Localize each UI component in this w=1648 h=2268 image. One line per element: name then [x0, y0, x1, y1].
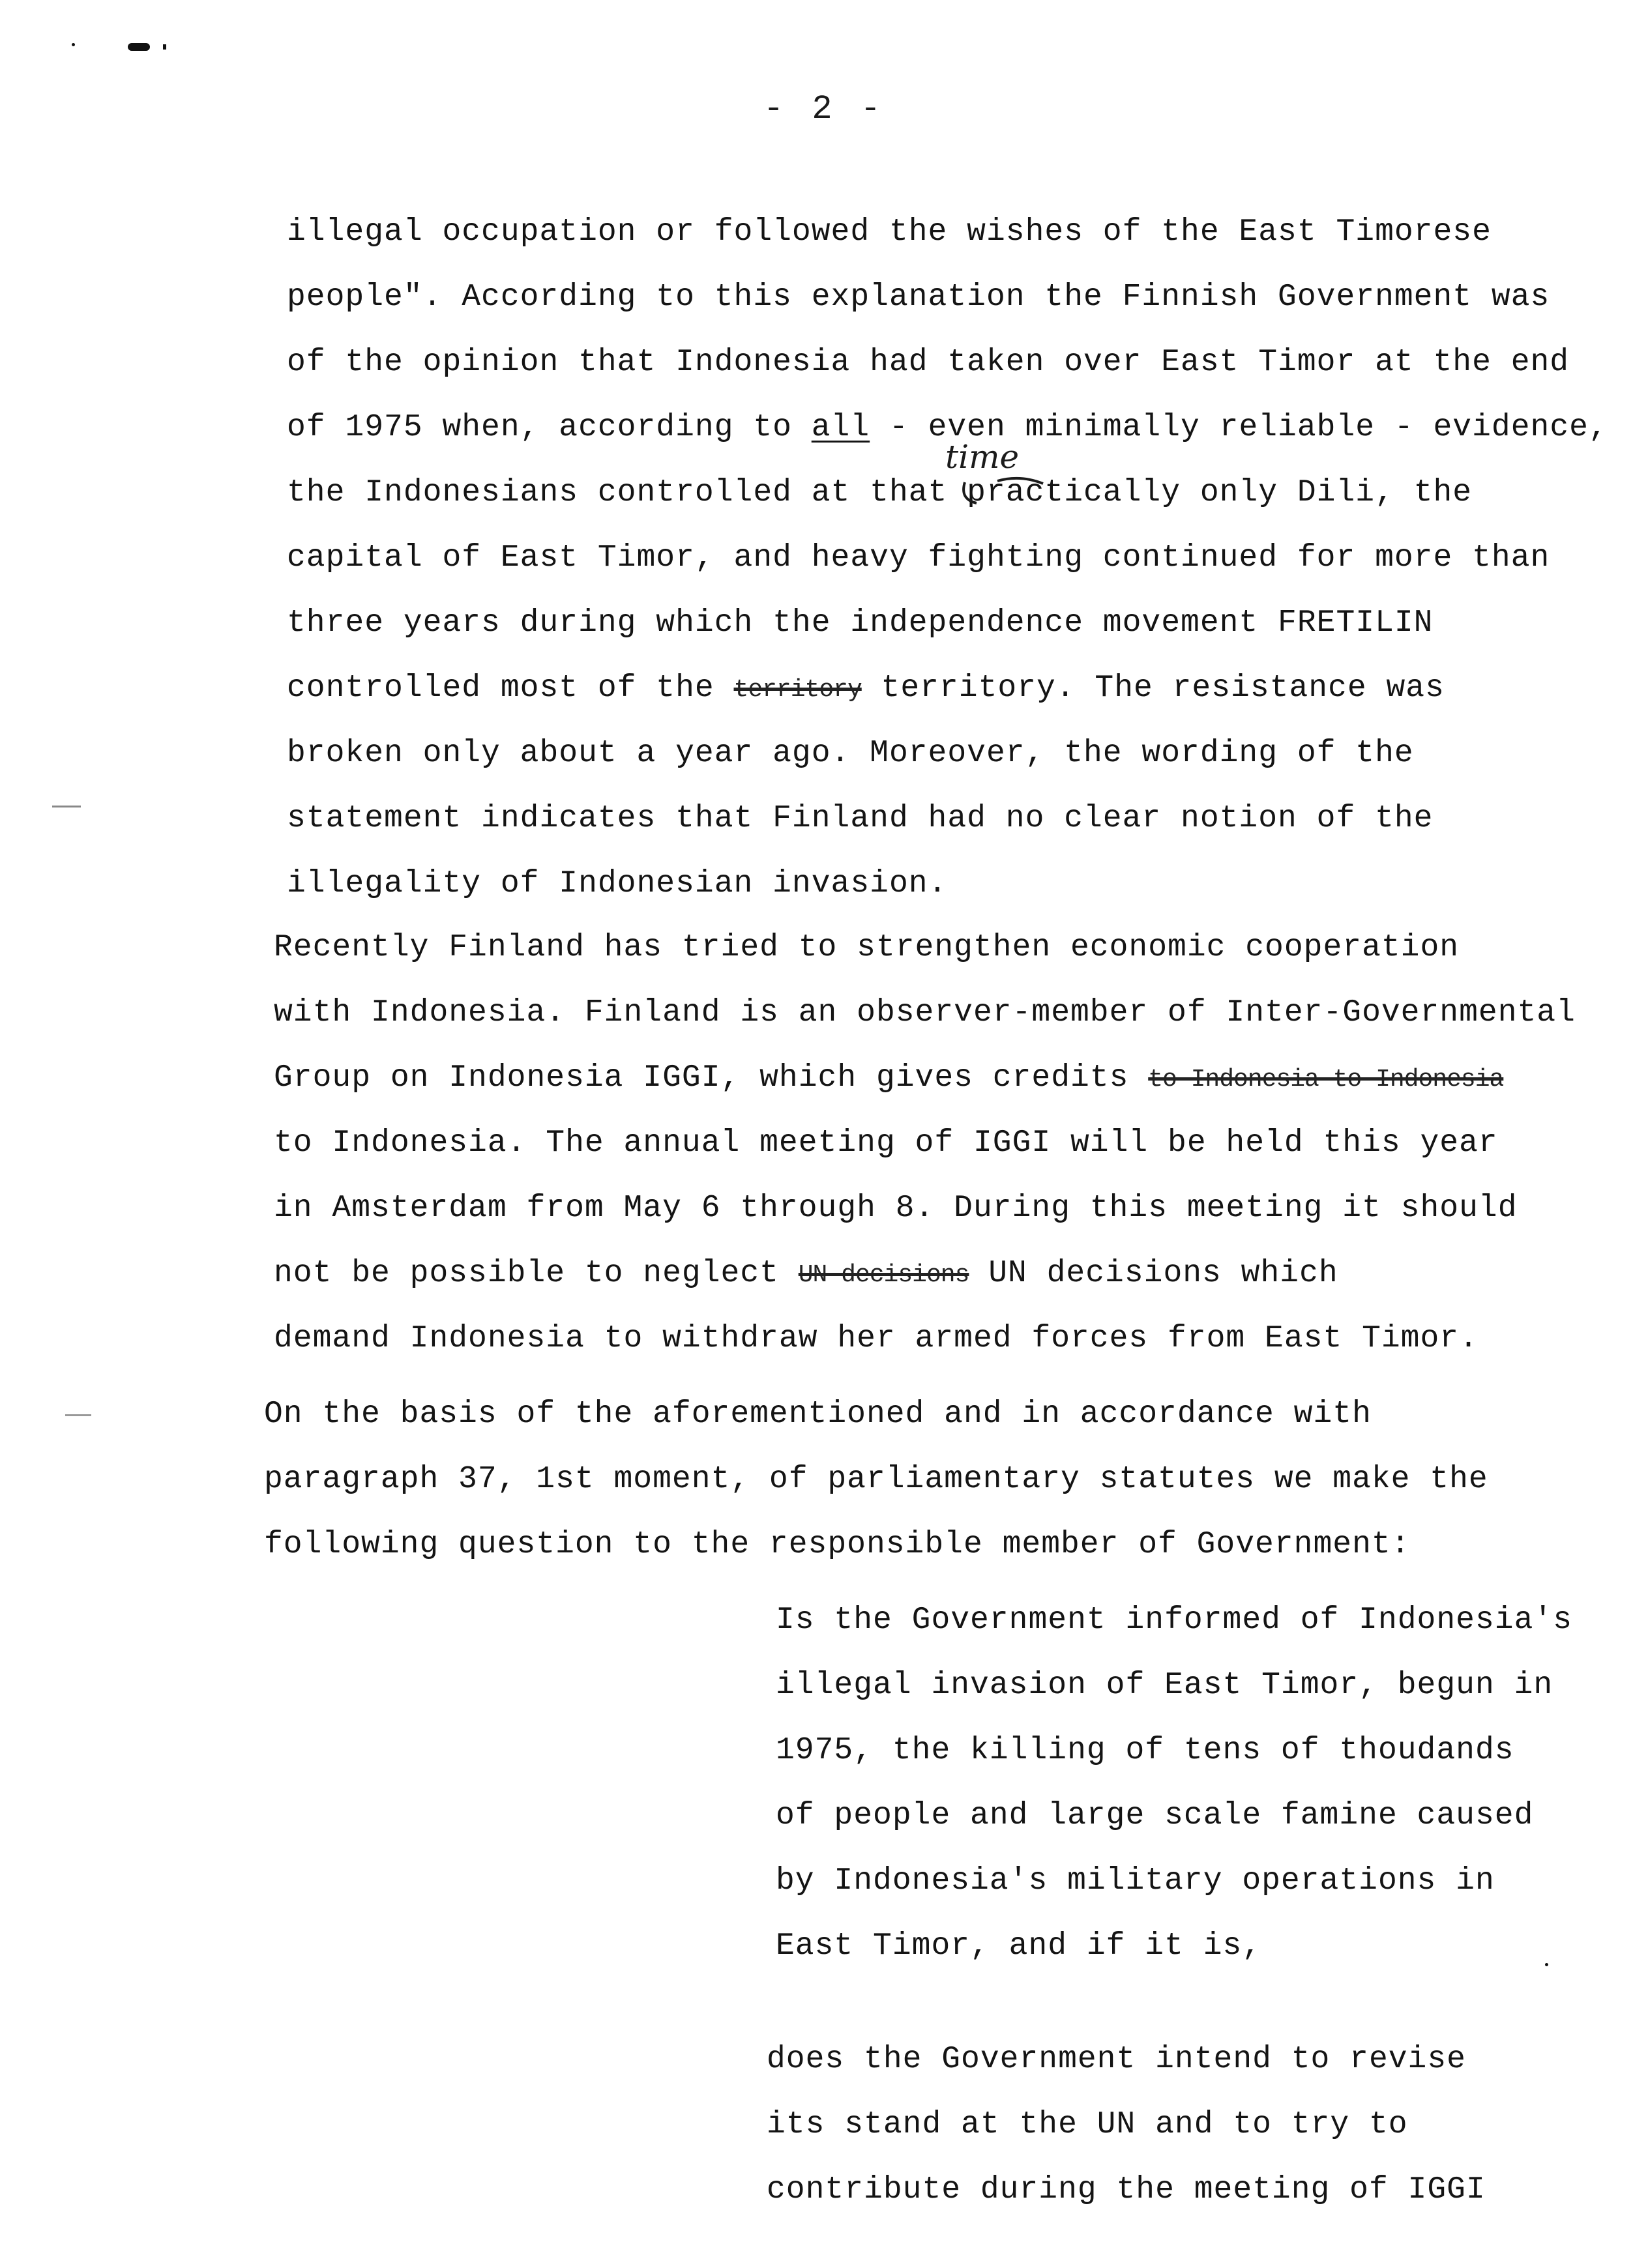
text-line: by Indonesia's military operations in [776, 1863, 1495, 1898]
struck-text: to Indonesia to Indonesia [1148, 1066, 1504, 1094]
text-line: not be possible to neglect UN decisions UN decisions which [274, 1241, 1576, 1306]
text-line: the Indonesians controlled at that practically only Dili, the [287, 475, 1473, 510]
text-line: Recently Finland has tried to strengthen economic cooperation [274, 930, 1460, 965]
underlined-word: all [811, 410, 870, 445]
text-line: capital of East Timor, and heavy fighting continued for more than [287, 540, 1550, 575]
margin-speck [163, 44, 166, 50]
text-line: three years during which the independence movement FRETILIN [287, 605, 1434, 641]
question-1 [776, 1588, 1572, 1979]
margin-speck [128, 43, 150, 51]
margin-speck [1545, 1963, 1548, 1966]
text-line: its stand at the UN and to try to [767, 2107, 1408, 2142]
page-number: - 2 - [763, 90, 885, 128]
text-line: with Indonesia. Finland is an observer-member of Inter-Governmental [274, 995, 1576, 1030]
text-line: illegal occupation or followed the wishes of the East Timorese [287, 214, 1492, 250]
text-line: of 1975 when, according to all - even minimally reliable - evidence, [287, 410, 1608, 445]
text-line: people". According to this explanation the Finnish Government was [287, 280, 1550, 315]
text-line: of the opinion that Indonesia had taken over East Timor at the end [287, 345, 1570, 380]
text-line: of people and large scale famine caused [776, 1798, 1534, 1833]
text-line: Group on Indonesia IGGI, which gives credits to Indonesia to Indonesia [274, 1045, 1576, 1111]
text-line: illegality of Indonesian invasion. [287, 866, 948, 901]
text-line: broken only about a year ago. Moreover, the wording of the [287, 736, 1414, 771]
text-line: paragraph 37, 1st moment, of parliamentary statutes we make the [264, 1462, 1488, 1497]
margin-speck [72, 43, 75, 46]
handwritten-insert: time [945, 438, 1020, 476]
question-2 [767, 2027, 1486, 2222]
paragraph-1 [287, 199, 1608, 916]
text-line: East Timor, and if it is, [776, 1928, 1262, 1964]
paragraph-3 [264, 1382, 1488, 1577]
text-line: following question to the responsible member of Government: [264, 1527, 1411, 1562]
text-line: controlled most of the territory territory. The resistance was [287, 656, 1608, 721]
paragraph-2 [274, 915, 1576, 1371]
text-line: in Amsterdam from May 6 through 8. During this meeting it should [274, 1191, 1518, 1226]
margin-dash [65, 1414, 91, 1416]
text-line: Is the Government informed of Indonesia's [776, 1603, 1572, 1638]
text-line: On the basis of the aforementioned and in accordance with [264, 1397, 1372, 1432]
text-line: statement indicates that Finland had no clear notion of the [287, 801, 1434, 836]
struck-text: UN decisions [798, 1261, 969, 1289]
insertion-caret-icon [958, 469, 1089, 515]
text-line: demand Indonesia to withdraw her armed forces from East Timor. [274, 1321, 1479, 1356]
margin-dash [52, 806, 81, 807]
text-line: to Indonesia. The annual meeting of IGGI will be held this year [274, 1126, 1498, 1161]
text-line: does the Government intend to revise [767, 2042, 1466, 2077]
text-line: contribute during the meeting of IGGI [767, 2172, 1486, 2207]
struck-text: territory [733, 676, 862, 704]
text-line: illegal invasion of East Timor, begun in [776, 1668, 1553, 1703]
text-line: 1975, the killing of tens of thoudands [776, 1733, 1514, 1768]
